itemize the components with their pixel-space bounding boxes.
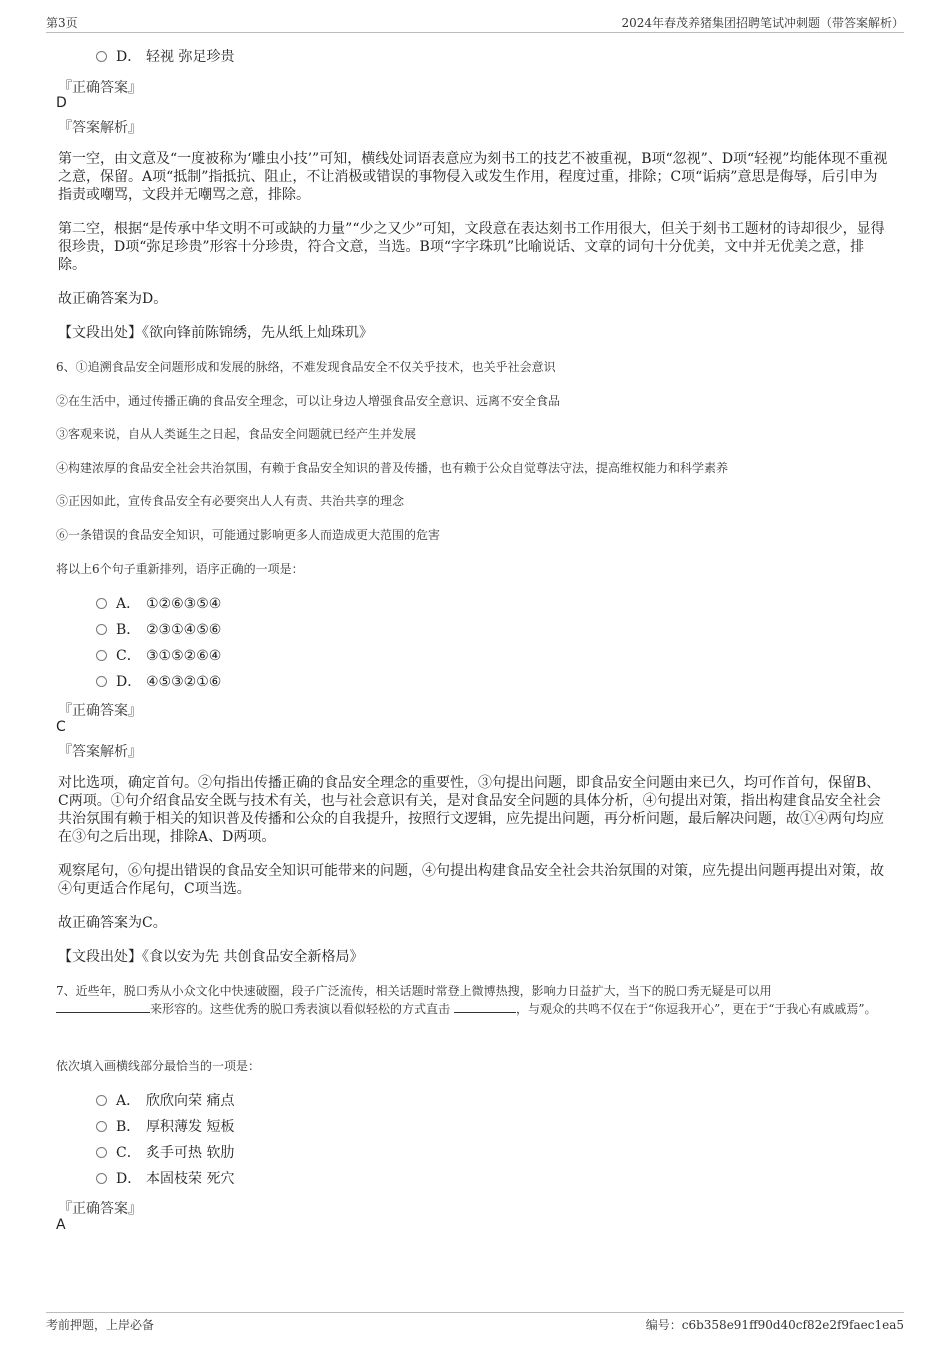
radio-icon[interactable] bbox=[96, 1173, 107, 1184]
conclusion: 故正确答案为D。 bbox=[58, 291, 168, 307]
q6-answer-value: C bbox=[56, 719, 66, 735]
q6-option-a[interactable]: A． ①②⑥③⑤④ bbox=[96, 594, 221, 614]
q6-conclusion: 故正确答案为C。 bbox=[58, 915, 167, 931]
q6-prompt: 将以上6个句子重新排列，语序正确的一项是： bbox=[56, 562, 304, 576]
answer-label: 『正确答案』 bbox=[58, 80, 142, 96]
page-footer bbox=[46, 1312, 904, 1332]
source: 【文段出处】《欲向锋前陈锦绣，先从纸上灿珠玑》 bbox=[58, 325, 373, 341]
q7-option-b[interactable]: B． 厚积薄发 短板 bbox=[96, 1117, 234, 1137]
q6-sentence-5: ⑤正因如此，宣传食品安全有必要突出人人有责、共治共享的理念 bbox=[56, 494, 405, 508]
q7-option-c[interactable]: C． 炙手可热 软肋 bbox=[96, 1143, 234, 1163]
analysis-paragraph-1: 第一空，由文意及“一度被称为‘雕虫小技’”可知，横线处词语表意应为刻书工的技艺不被重视，B项“忽视”、D项“轻视”均能体现不重视之意，保留。A项“抵制”指抵抗、阻止，不让消极或错误的事物侵入或发生作用，程度过重，排除；C项“诟病”意思是侮辱，后引申为指责或嘲骂，文段并无嘲骂之意，排除。 bbox=[58, 151, 888, 203]
blank-1 bbox=[56, 1000, 150, 1013]
q6-option-d[interactable]: D． ④⑤③②①⑥ bbox=[96, 672, 221, 692]
page-header bbox=[46, 14, 904, 33]
option-d[interactable]: D． 轻视 弥足珍贵 bbox=[96, 47, 234, 67]
q6-analysis-label: 『答案解析』 bbox=[58, 744, 142, 760]
radio-icon[interactable] bbox=[96, 1095, 107, 1106]
radio-icon[interactable] bbox=[96, 598, 107, 609]
q7-option-a[interactable]: A． 欣欣向荣 痛点 bbox=[96, 1091, 234, 1111]
q7-answer-value: A bbox=[56, 1217, 66, 1233]
analysis-label: 『答案解析』 bbox=[58, 120, 142, 136]
q7-stem: 7、近些年，脱口秀从小众文化中快速破圈，段子广泛流传，相关话题时常登上微博热搜，影响力日益扩大，当下的脱口秀无疑是可以用 来形容的。这些优秀的脱口秀表演以看似轻松的方式直击 ，与观众的共鸣不仅在于“你逗我开心”，更在于“于我心有戚戚焉”。 bbox=[56, 984, 877, 1016]
analysis-paragraph-2: 第二空，根据“是传承中华文明不可或缺的力量”“少之又少”可知，文段意在表达刻书工作用很大，但关于刻书工题材的诗却很少，显得很珍贵，D项“弥足珍贵”形容十分珍贵，符合文意，当选。B项“字字珠玑”比喻说话、文章的词句十分优美，文中并无优美之意，排除。 bbox=[58, 221, 885, 273]
footer-slogan: 考前押题，上岸必备 bbox=[46, 1318, 155, 1332]
radio-icon[interactable] bbox=[96, 650, 107, 661]
radio-icon[interactable] bbox=[96, 1121, 107, 1132]
q6-answer-label: 『正确答案』 bbox=[58, 703, 142, 719]
q6-option-c[interactable]: C． ③①⑤②⑥④ bbox=[96, 646, 221, 666]
blank-2 bbox=[454, 1000, 516, 1013]
radio-icon[interactable] bbox=[96, 624, 107, 635]
radio-icon[interactable] bbox=[96, 676, 107, 687]
q6-sentence-6: ⑥一条错误的食品安全知识，可能通过影响更多人而造成更大范围的危害 bbox=[56, 528, 441, 542]
q6-source: 【文段出处】《食以安为先 共创食品安全新格局》 bbox=[58, 949, 364, 965]
q6-analysis-paragraph-2: 观察尾句，⑥句提出错误的食品安全知识可能带来的问题，④句提出构建食品安全社会共治氛围的对策，应先提出问题再提出对策，故④句更适合作尾句，C项当选。 bbox=[58, 863, 884, 897]
radio-icon[interactable] bbox=[96, 51, 107, 62]
page-number: 第3页 bbox=[46, 16, 78, 30]
q6-sentence-2: ②在生活中，通过传播正确的食品安全理念，可以让身边人增强食品安全意识、远离不安全食品 bbox=[56, 394, 561, 408]
q6-sentence-4: ④构建浓厚的食品安全社会共治氛围，有赖于食品安全知识的普及传播，也有赖于公众自觉尊法守法，提高维权能力和科学素养 bbox=[56, 461, 729, 475]
q6-option-b[interactable]: B． ②③①④⑤⑥ bbox=[96, 620, 221, 640]
q6-sentence-1: 6、①追溯食品安全问题形成和发展的脉络，不难发现食品安全不仅关乎技术，也关乎社会意识 bbox=[56, 360, 556, 374]
q7-answer-label: 『正确答案』 bbox=[58, 1201, 142, 1217]
answer-value: D bbox=[56, 95, 67, 111]
q7-option-d[interactable]: D． 本固枝荣 死穴 bbox=[96, 1169, 234, 1189]
document-code: 编号：c6b358e91ff90d40cf82e2f9faec1ea5 bbox=[645, 1318, 904, 1332]
q6-sentence-3: ③客观来说，自从人类诞生之日起，食品安全问题就已经产生并发展 bbox=[56, 427, 417, 441]
document-title: 2024年春茂养猪集团招聘笔试冲刺题（带答案解析） bbox=[621, 16, 904, 30]
q6-analysis-paragraph-1: 对比选项，确定首句。②句指出传播正确的食品安全理念的重要性，③句提出问题，即食品安全问题由来已久，均可作首句，保留B、C两项。①句介绍食品安全既与技术有关，也与社会意识有关，是对食品安全问题的具体分析，④句提出对策，指出构建食品安全社会共治氛围有赖于相关的知识普及传播和公众的自我提升，按照行文逻辑，应先提出问题，再分析问题，最后解决问题，故①④两句均应在③句之后出现，排除A、D两项。 bbox=[58, 775, 884, 845]
radio-icon[interactable] bbox=[96, 1147, 107, 1158]
q7-prompt: 依次填入画横线部分最恰当的一项是： bbox=[56, 1059, 261, 1073]
